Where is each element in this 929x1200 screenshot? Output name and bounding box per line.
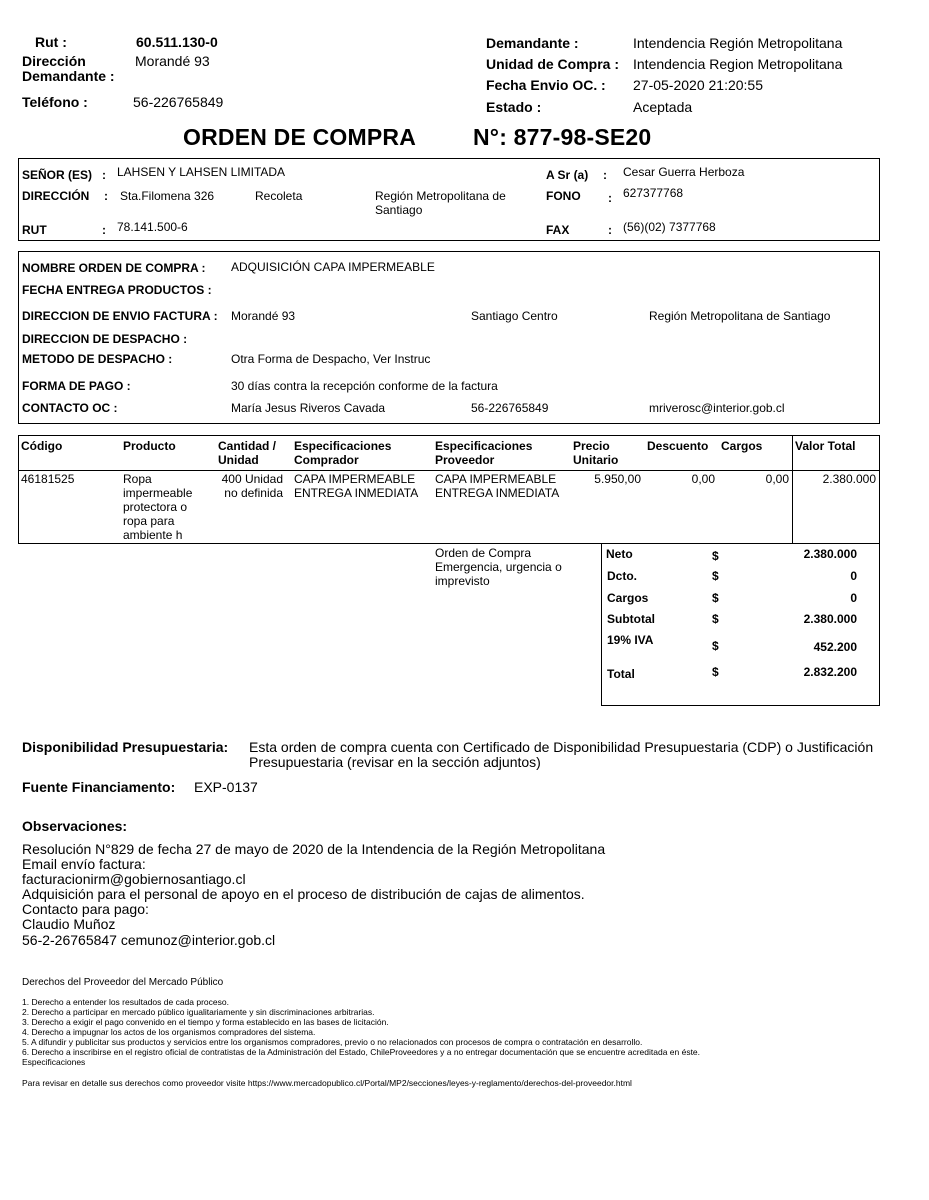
direccion-label: DIRECCIÓN — [22, 189, 90, 203]
nombre-label: NOMBRE ORDEN DE COMPRA : — [22, 261, 206, 275]
header-codigo: Código — [21, 439, 63, 453]
rights-title: Derechos del Proveedor del Mercado Público — [22, 977, 224, 988]
direccion-label-2: Demandante : — [22, 68, 115, 84]
pago-label: FORMA DE PAGO : — [22, 379, 131, 393]
senor-label: SEÑOR (ES) — [22, 168, 93, 182]
page-title: ORDEN DE COMPRA — [183, 124, 417, 150]
direccion-comuna: Recoleta — [255, 189, 303, 203]
contacto-label: CONTACTO OC : — [22, 401, 118, 415]
cell-codigo: 46181525 — [21, 472, 75, 486]
subtotal-label: Subtotal — [607, 612, 655, 626]
direccion-label-1: Dirección — [22, 53, 86, 69]
direccion-region-2: Santiago — [375, 203, 423, 217]
cell-cantidad-2: no definida — [224, 486, 283, 500]
subtotal-currency: $ — [712, 612, 719, 626]
cargos-label: Cargos — [607, 591, 649, 605]
header-descuento: Descuento — [647, 439, 709, 453]
envio-region: Región Metropolitana de Santiago — [649, 309, 831, 323]
cargos-value: 0 — [850, 591, 857, 605]
rights-item: 4. Derecho a impugnar los actos de los organismos compradores del sistema. — [22, 1027, 316, 1037]
contacto-email: mriverosc@interior.gob.cl — [649, 401, 785, 415]
envio-label: DIRECCION DE ENVIO FACTURA : — [22, 309, 218, 323]
direccion-colon: : — [104, 189, 108, 203]
cell-descuento: 0,00 — [691, 472, 715, 486]
observation-line: 56-2-26765847 cemunoz@interior.gob.cl — [22, 932, 276, 948]
header-precio-1: Precio — [573, 439, 610, 453]
fax-value: (56)(02) 7377768 — [623, 220, 716, 234]
rut-value: 60.511.130-0 — [136, 34, 218, 50]
senor-colon: : — [102, 168, 106, 182]
budget-label: Disponibilidad Presupuestaria: — [22, 739, 229, 755]
header-esp-comprador-2: Comprador — [294, 453, 359, 467]
fecha-entrega-label: FECHA ENTREGA PRODUCTOS : — [22, 283, 212, 297]
telefono-value: 56-226765849 — [133, 94, 224, 110]
subtotal-value: 2.380.000 — [803, 612, 857, 626]
supplier-box — [18, 158, 880, 241]
neto-label: Neto — [606, 547, 633, 561]
header-precio-2: Unitario — [573, 453, 619, 467]
fax-colon: : — [608, 223, 612, 237]
contacto-name: María Jesus Riveros Cavada — [231, 401, 386, 415]
dcto-label: Dcto. — [607, 569, 637, 583]
despacho-label: DIRECCION DE DESPACHO : — [22, 332, 188, 346]
cell-valor-total: 2.380.000 — [822, 472, 876, 486]
pago-value: 30 días contra la recepción conforme de la factura — [231, 379, 498, 393]
asr-colon: : — [603, 168, 607, 182]
totals-box — [601, 543, 880, 706]
cell-producto-line: Ropa — [123, 472, 152, 486]
cell-cargos: 0,00 — [765, 472, 789, 486]
rut-colon: : — [102, 223, 106, 237]
dcto-currency: $ — [712, 569, 719, 583]
rights-item: 5. A difundir y publicitar sus productos y servicios entre los organismos compradores, previo o no relacionados con procesos de compra o contratación en desarrollo. — [22, 1037, 643, 1047]
cell-esp-comprador-1: CAPA IMPERMEABLE — [294, 472, 416, 486]
rights-item: 1. Derecho a entender los resultados de cada proceso. — [22, 997, 229, 1007]
header-cantidad-1: Cantidad / — [218, 439, 277, 453]
envio-street: Morandé 93 — [231, 309, 296, 323]
nombre-value: ADQUISICIÓN CAPA IMPERMEABLE — [231, 260, 435, 274]
cell-esp-proveedor-1: CAPA IMPERMEABLE — [435, 472, 557, 486]
observation-line: Claudio Muñoz — [22, 916, 116, 932]
telefono-label: Teléfono : — [22, 94, 88, 110]
observation-line: facturacionirm@gobiernosantiago.cl — [22, 871, 246, 887]
cell-producto-line: ropa para — [123, 514, 175, 528]
table-valor-divider — [792, 435, 793, 544]
rights-item: 6. Derecho a inscribirse en el registro oficial de contratistas de la Administración del Estado, ChileProveedores y a no entregar documentación que se encuentre acreditada en éste. — [22, 1047, 701, 1057]
iva-currency: $ — [712, 639, 719, 653]
fax-label: FAX — [546, 223, 570, 237]
fono-label: FONO — [546, 189, 581, 203]
cell-producto-line: ambiente h — [123, 528, 183, 542]
direccion-value: Morandé 93 — [135, 53, 210, 69]
rights-item: Especificaciones — [22, 1057, 86, 1067]
dcto-value: 0 — [850, 569, 857, 583]
fecha-label: Fecha Envio OC. — [486, 77, 598, 93]
header-valor-total: Valor Total — [795, 439, 856, 453]
rights-footer: Para revisar en detalle sus derechos como proveedor visite https://www.mercadopublico.cl/Portal/MP2/secciones/leyes-y-reglamento/derechos-del-proveedor.html — [22, 1078, 632, 1088]
header-cargos: Cargos — [721, 439, 763, 453]
cell-esp-proveedor-2: ENTREGA INMEDIATA — [435, 486, 560, 500]
contacto-phone: 56-226765849 — [471, 401, 549, 415]
header-esp-proveedor-1: Especificaciones — [435, 439, 533, 453]
header-cantidad-2: Unidad — [218, 453, 259, 467]
neto-currency: $ — [712, 549, 719, 563]
cell-precio: 5.950,00 — [594, 472, 641, 486]
note-line: Orden de Compra — [435, 546, 532, 560]
demandante-value: Intendencia Región Metropolitana — [633, 35, 843, 51]
header-esp-proveedor-2: Proveedor — [435, 453, 495, 467]
demandante-label: Demandante : — [486, 35, 579, 51]
total-currency: $ — [712, 665, 719, 679]
estado-value: Aceptada — [633, 99, 693, 115]
table-header-divider — [18, 470, 880, 471]
header-producto: Producto — [123, 439, 176, 453]
direccion-region-1: Región Metropolitana de — [375, 189, 506, 203]
note-line: Emergencia, urgencia o — [435, 560, 562, 574]
iva-label: 19% IVA — [607, 633, 654, 647]
funding-value: EXP-0137 — [194, 779, 258, 795]
order-number: N°: 877-98-SE20 — [473, 124, 652, 150]
fecha-value: 27-05-2020 21:20:55 — [633, 77, 763, 93]
rut-label: Rut : — [35, 34, 67, 50]
envio-comuna: Santiago Centro — [471, 309, 558, 323]
unidad-value: Intendencia Region Metropolitana — [633, 56, 843, 72]
rut-value: 78.141.500-6 — [117, 220, 188, 234]
total-value: 2.832.200 — [803, 665, 857, 679]
neto-value: 2.380.000 — [803, 547, 857, 561]
asr-label: A Sr (a) — [546, 168, 589, 182]
fono-colon: : — [608, 191, 612, 205]
order-box — [18, 251, 880, 424]
note-line: imprevisto — [435, 574, 490, 588]
estado-label: Estado : — [486, 99, 542, 115]
table-right-border — [879, 435, 880, 544]
rights-item: 2. Derecho a participar en mercado público igualitariamente y sin discriminaciones arbitrarias. — [22, 1007, 375, 1017]
unidad-label: Unidad de Compra : — [486, 56, 620, 72]
observation-line: Email envío factura: — [22, 856, 146, 872]
senor-value: LAHSEN Y LAHSEN LIMITADA — [117, 165, 286, 179]
cargos-currency: $ — [712, 591, 719, 605]
fecha-colon: : — [601, 77, 606, 93]
rut-label: RUT — [22, 223, 47, 237]
table-left-border — [18, 435, 19, 544]
asr-value: Cesar Guerra Herboza — [623, 165, 745, 179]
budget-line: Esta orden de compra cuenta con Certificado de Disponibilidad Presupuestaria (CDP) o Justificación — [249, 739, 874, 755]
total-label: Total — [607, 667, 635, 681]
observations-label: Observaciones: — [22, 818, 128, 834]
observation-line: Adquisición para el personal de apoyo en el proceso de distribución de cajas de alimentos. — [22, 886, 585, 902]
cell-cantidad-1: 400 Unidad — [221, 472, 283, 486]
table-top-border — [18, 435, 880, 436]
cell-esp-comprador-2: ENTREGA INMEDIATA — [294, 486, 419, 500]
observation-line: Contacto para pago: — [22, 901, 149, 917]
rights-item: 3. Derecho a exigir el pago convenido en el tiempo y forma establecido en las bases de licitación. — [22, 1017, 389, 1027]
cell-producto-line: protectora o — [123, 500, 188, 514]
metodo-label: METODO DE DESPACHO : — [22, 352, 173, 366]
metodo-value: Otra Forma de Despacho, Ver Instruc — [231, 352, 431, 366]
observation-line: Resolución N°829 de fecha 27 de mayo de 2020 de la Intendencia de la Región Metropolitana — [22, 841, 606, 857]
iva-value: 452.200 — [813, 640, 857, 654]
fono-value: 627377768 — [623, 186, 684, 200]
header-esp-comprador-1: Especificaciones — [294, 439, 392, 453]
budget-line: Presupuestaria (revisar en la sección adjuntos) — [249, 754, 541, 770]
direccion-street: Sta.Filomena 326 — [120, 189, 215, 203]
funding-label: Fuente Financiamento: — [22, 779, 176, 795]
cell-producto-line: impermeable — [123, 486, 193, 500]
